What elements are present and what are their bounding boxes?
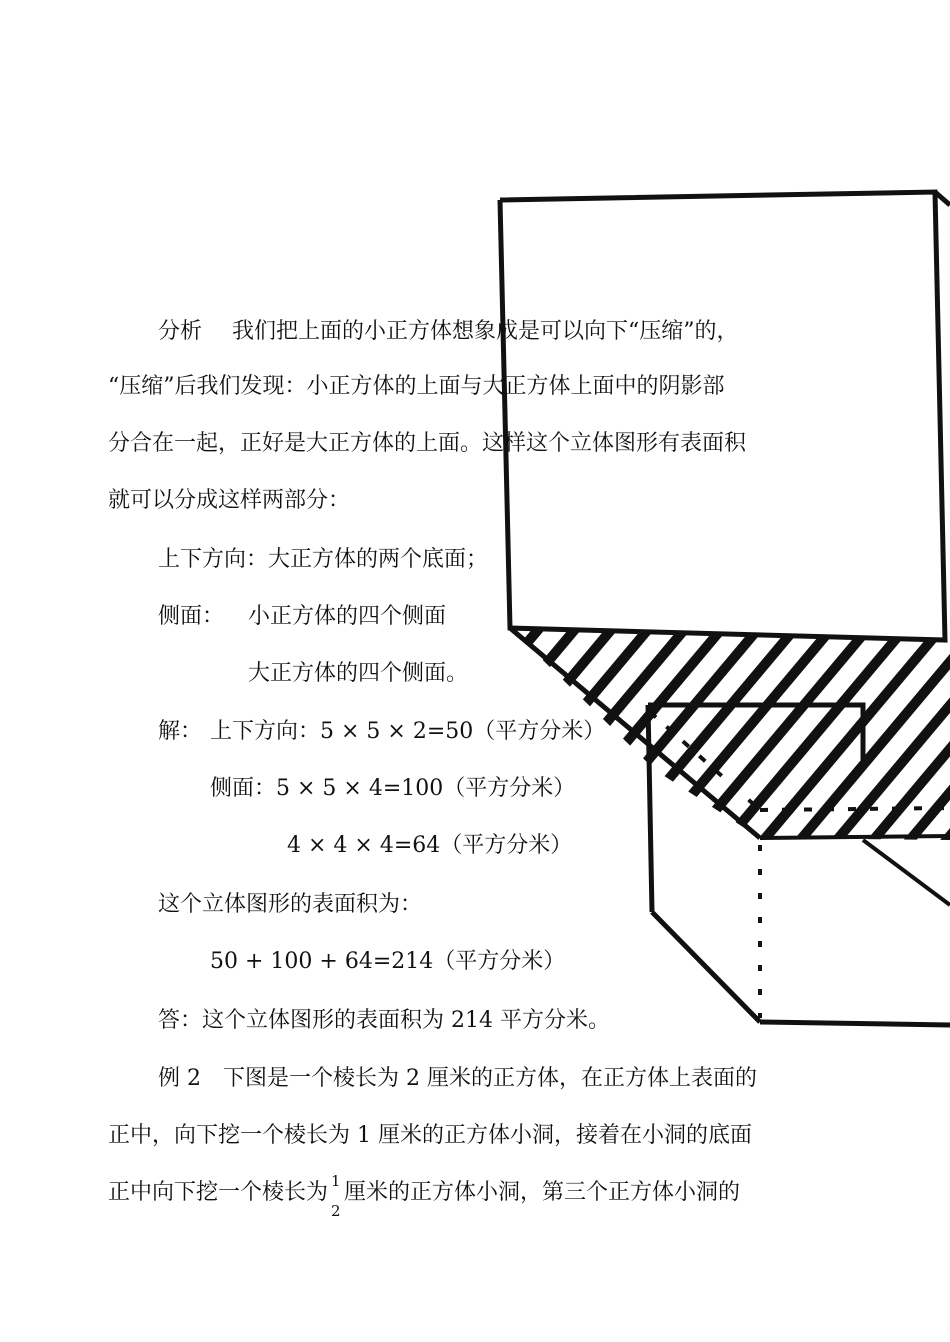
part-side-small: 小正方体的四个侧面	[248, 604, 447, 629]
example2-line-3-pre: 正中向下挖一个棱长为	[108, 1180, 329, 1205]
fraction-numerator: 1	[331, 1172, 341, 1190]
solution-side-1: 侧面：5 × 5 × 4=100（平方分米）	[210, 776, 576, 801]
part-updown: 上下方向：大正方体的两个底面；	[158, 547, 489, 572]
example2-line-3-post: 厘米的正方体小洞，第三个正方体小洞的	[344, 1180, 741, 1205]
answer: 答：这个立体图形的表面积为 214 平方分米。	[158, 1008, 610, 1033]
analysis-line-3: 分合在一起，正好是大正方体的上面。这样这个立体图形有表面积	[108, 431, 747, 456]
analysis-line-1	[158, 318, 739, 346]
solution-updown: 上下方向：5 × 5 × 2=50（平方分米）	[210, 719, 606, 744]
solution-side-2: 4 × 4 × 4=64（平方分米）	[287, 833, 573, 858]
fraction-half	[328, 1172, 344, 1220]
example2-line-2: 正中，向下挖一个棱长为 1 厘米的正方体小洞，接着在小洞的底面	[108, 1123, 752, 1148]
analysis-label: 分析	[158, 319, 203, 344]
small-cube-edges	[500, 192, 945, 640]
analysis-line-2: “压缩”后我们发现：小正方体的上面与大正方体上面中的阴影部	[108, 374, 725, 399]
fraction-denominator: 2	[331, 1202, 341, 1220]
example2-line-1: 例 2 下图是一个棱长为 2 厘米的正方体，在正方体上表面的	[158, 1066, 757, 1091]
analysis-line-4: 就可以分成这样两部分：	[108, 488, 351, 513]
solution-total: 50 + 100 + 64=214（平方分米）	[210, 949, 566, 974]
part-side-label: 侧面：	[158, 604, 225, 629]
solution-total-intro: 这个立体图形的表面积为：	[158, 892, 423, 917]
part-side-big: 大正方体的四个侧面。	[248, 661, 469, 686]
solution-label: 解：	[158, 719, 203, 744]
analysis-text-1: 我们把上面的小正方体想象成是可以向下“压缩”的，	[232, 319, 739, 344]
example2-line-3	[108, 1172, 741, 1220]
